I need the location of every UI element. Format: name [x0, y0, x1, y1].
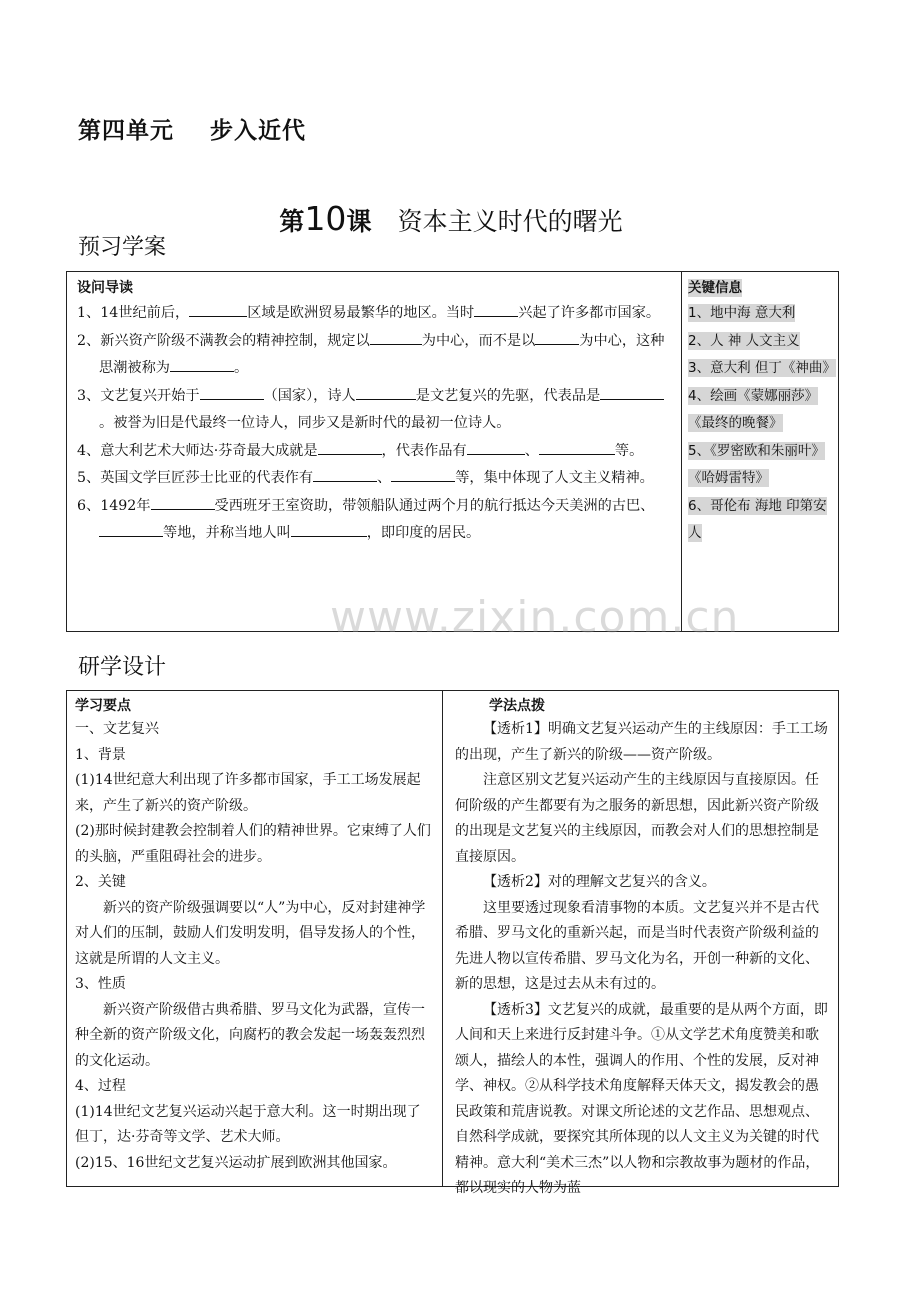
- answer-blank[interactable]: [391, 467, 455, 482]
- question-text: 5、英国文学巨匠莎士比亚的代表作有: [77, 470, 314, 486]
- answer-blank[interactable]: [356, 385, 416, 400]
- study-point-line: (2)15、16世纪文艺复兴运动扩展到欧洲其他国家。: [75, 1154, 397, 1171]
- question-text: 1、14世纪前后，: [77, 305, 190, 321]
- preview-left-head: 设问导读: [77, 280, 133, 296]
- study-tip-paragraph: 这里要透过现象看清事物的本质。文艺复兴并不是古代希腊、罗马文化的重新兴起，而是当时代表资产阶级利益的先进人物以宣传希腊、罗马文化为名，开创一种新的文化、新的思想，这是过去从未有过的。: [455, 899, 819, 992]
- answer-blank[interactable]: [200, 385, 264, 400]
- question-text: 是文艺复兴的先驱，代表品是: [415, 387, 601, 404]
- answer-blank[interactable]: [467, 440, 525, 455]
- study-tips: [455, 717, 830, 1202]
- key-info-item: 5、《罗密欧和朱丽叶》《哈姆雷特》: [688, 442, 825, 486]
- answer-blank[interactable]: [291, 522, 367, 537]
- study-left-head: 学习要点: [75, 698, 131, 714]
- answer-blank[interactable]: [539, 440, 615, 455]
- study-point-line: (1)14世纪意大利出现了许多都市国家，手工工场发展起来，产生了新兴的资产阶级。: [75, 772, 421, 814]
- question-text: 6、1492年: [77, 497, 151, 514]
- answer-blank[interactable]: [474, 302, 518, 317]
- answer-blank[interactable]: [99, 522, 163, 537]
- answer-blank[interactable]: [370, 330, 422, 345]
- answer-blank[interactable]: [189, 302, 247, 317]
- question-text: ，代表作品有: [381, 442, 467, 459]
- preview-table: [66, 271, 839, 632]
- study-point-line: 3、性质: [75, 976, 126, 992]
- study-tip-paragraph: 【透析3】文艺复兴的成就，最重要的是从两个方面，即人间和天上来进行反封建斗争。①从文学艺术角度赞美和歌颂人，描绘人的本性，强调人的作用、个性的发展，反对神学、神权。②从科学技术角度解释天体天文，揭发教会的愚民政策和荒唐说教。对课文所论述的文艺作品、思想观点、自然科学成就，要探究其所体现的以人文主义为关键的时代精神。意大利“美术三杰”以人物和宗教故事为题材的作品，都以现实的人物为蓝: [455, 1001, 828, 1196]
- question-text: ，即印度的居民。: [366, 525, 481, 541]
- answer-blank[interactable]: [313, 467, 377, 482]
- study-right-head: 学法点拨: [489, 698, 545, 714]
- study-point-line: 1、背景: [75, 746, 126, 763]
- study-tip-paragraph: 【透析1】明确文艺复兴运动产生的主线原因：手工工场的出现，产生了新兴的阶级——资产阶级。: [455, 721, 828, 763]
- question-item: [77, 438, 671, 466]
- lesson-title: [262, 170, 623, 238]
- key-info-item: 6、哥伦布 海地 印第安人: [688, 497, 827, 541]
- key-info-item: 3、意大利 但丁《神曲》: [688, 360, 836, 376]
- question-item: [77, 300, 671, 328]
- study-tip-paragraph: 【透析2】对的理解文艺复兴的含义。: [483, 874, 716, 890]
- question-text: 等地，并称当地人叫: [163, 525, 291, 541]
- lesson-number: 10: [304, 199, 347, 238]
- preview-section-title: 预习学案: [78, 235, 167, 260]
- key-info-item: 2、人 神 人文主义: [688, 332, 800, 349]
- question-text: 。: [233, 360, 249, 376]
- question-item: [77, 493, 671, 548]
- preview-questions-cell: [67, 272, 682, 631]
- question-item: [77, 383, 671, 438]
- question-text: 、: [377, 470, 392, 486]
- key-info-item: 4、绘画《蒙娜丽莎》《最终的晚餐》: [688, 387, 819, 431]
- question-text: 区域是欧洲贸易最繁华的地区。当时: [247, 305, 475, 321]
- question-item: [77, 465, 671, 493]
- question-item: [77, 328, 671, 383]
- lesson-suffix: 课: [346, 207, 372, 236]
- question-text: （国家），诗人: [263, 387, 356, 404]
- answer-blank[interactable]: [170, 357, 234, 372]
- watermark: www.zixin.com.cn: [330, 592, 740, 643]
- study-right-cell: [443, 691, 838, 1196]
- answer-blank[interactable]: [535, 330, 579, 345]
- study-point-line: 新兴资产阶级借古典希腊、罗马文化为武器，宣传一种全新的资产阶级文化，向腐朽的教会发起一场轰轰烈烈的文化运动。: [75, 1001, 425, 1069]
- question-text: 兴起了许多都市国家。: [518, 305, 661, 321]
- study-point-line: (1)14世纪文艺复兴运动兴起于意大利。这一时期出现了但丁，达·芬奇等文学、艺术大师。: [75, 1103, 421, 1145]
- question-list: [77, 300, 671, 548]
- question-text: 为中心，而不是以: [421, 332, 536, 349]
- study-tip-paragraph: 注意区别文艺复兴运动产生的主线原因与直接原因。任何阶级的产生都要有为之服务的新思想，因此新兴资产阶级的出现是文艺复兴的主线原因，而教会对人们的思想控制是直接原因。: [455, 772, 819, 865]
- study-section-title: 研学设计: [78, 655, 167, 680]
- study-left-cell: [67, 691, 443, 1186]
- study-point-line: 新兴的资产阶级强调要以“人”为中心，反对封建神学对人们的压制，鼓励人们发明发明，倡导发扬人的个性，这就是所谓的人文主义。: [75, 899, 426, 967]
- question-text: 受西班牙王室资助，带领船队通过两个月的航行抵达今天美洲的古巴、: [214, 497, 655, 514]
- study-point-line: 一、文艺复兴: [75, 721, 159, 737]
- answer-blank[interactable]: [318, 440, 382, 455]
- study-table: [66, 690, 839, 1196]
- question-text: 4、意大利艺术大师达·芬奇最大成就是: [77, 442, 318, 459]
- lesson-subtitle: 资本主义时代的曙光: [397, 207, 623, 236]
- question-text: 3、文艺复兴开始于: [77, 387, 200, 404]
- study-points: [75, 717, 434, 1176]
- key-info-list: [688, 300, 836, 548]
- question-text: 为中心，这种思潮被称为: [99, 332, 665, 376]
- study-point-line: 2、关键: [75, 874, 126, 890]
- key-info-item: 1、地中海 意大利: [688, 305, 796, 321]
- question-text: 、: [524, 442, 539, 459]
- question-text: 2、新兴资产阶级不满教会的精神控制，规定以: [77, 332, 370, 349]
- key-info-head: 关键信息: [688, 280, 742, 296]
- answer-blank[interactable]: [151, 495, 215, 510]
- question-text: 。被誉为旧是代最终一位诗人，同步又是新时代的最初一位诗人。: [99, 415, 511, 431]
- key-info-cell: [682, 272, 838, 631]
- unit-title: 第四单元 步入近代: [78, 118, 307, 144]
- study-point-line: (2)那时候封建教会控制着人们的精神世界。它束缚了人们的头脑，严重阻碍社会的进步。: [75, 823, 431, 865]
- lesson-prefix: 第: [279, 207, 305, 236]
- question-text: 等，集中体现了人文主义精神。: [455, 470, 654, 486]
- question-text: 等。: [614, 442, 644, 459]
- answer-blank[interactable]: [600, 385, 664, 400]
- study-point-line: 4、过程: [75, 1078, 126, 1094]
